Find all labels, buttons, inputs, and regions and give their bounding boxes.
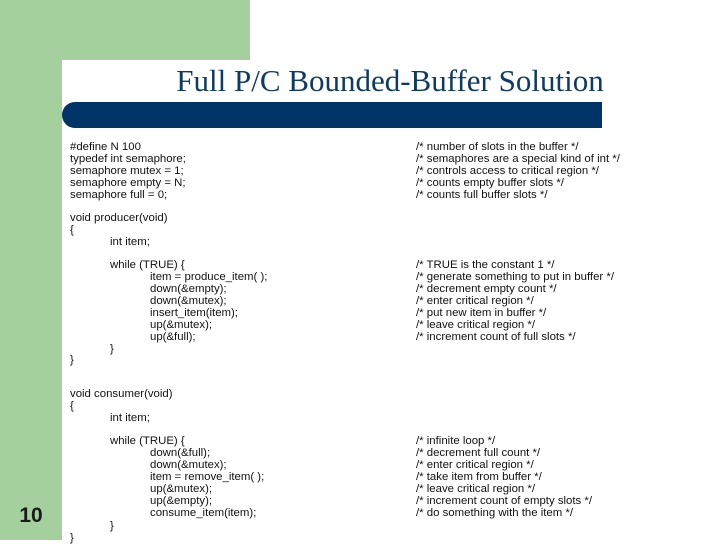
code-text: item = remove_item( ); <box>150 471 265 483</box>
code-text: semaphore empty = N; <box>70 177 186 189</box>
code-text: #define N 100 <box>70 141 141 153</box>
sidebar-decoration <box>0 0 62 540</box>
code-line <box>62 471 720 483</box>
code-text: } <box>110 343 114 355</box>
code-line <box>62 319 720 331</box>
code-text: while (TRUE) { <box>110 259 185 271</box>
code-comment: /* do something with the item */ <box>416 507 574 519</box>
code-line <box>62 400 720 412</box>
code-line <box>62 435 720 447</box>
code-comment: /* infinite loop */ <box>416 435 496 447</box>
code-line <box>62 507 720 519</box>
code-text: consume_item(item); <box>150 507 257 519</box>
code-text: { <box>70 400 74 412</box>
code-text: int item; <box>110 236 150 248</box>
code-comment: /* decrement full count */ <box>416 447 541 459</box>
code-text: item = produce_item( ); <box>150 271 268 283</box>
code-text: down(&mutex); <box>150 295 227 307</box>
code-line <box>62 447 720 459</box>
code-line <box>62 224 720 236</box>
code-text: semaphore mutex = 1; <box>70 165 184 177</box>
code-text: semaphore full = 0; <box>70 189 168 201</box>
code-text: int item; <box>110 412 150 424</box>
code-text: down(&full); <box>150 447 211 459</box>
code-comment: /* increment count of empty slots */ <box>416 495 592 507</box>
code-comment: /* counts empty buffer slots */ <box>416 177 564 189</box>
code-comment: /* generate something to put in buffer */ <box>416 271 614 283</box>
code-comment: /* controls access to critical region */ <box>416 165 599 177</box>
corner-curve-decoration <box>62 60 102 100</box>
code-comment: /* number of slots in the buffer */ <box>416 141 579 153</box>
code-line <box>62 236 720 248</box>
code-line <box>62 495 720 507</box>
title-underline-bar <box>62 102 602 128</box>
code-line <box>62 412 720 424</box>
code-text: up(&empty); <box>150 495 213 507</box>
code-comment: /* semaphores are a special kind of int */ <box>416 153 620 165</box>
code-comment: /* enter critical region */ <box>416 459 534 471</box>
code-comment: /* decrement empty count */ <box>416 283 557 295</box>
code-comment: /* leave critical region */ <box>416 319 536 331</box>
code-text: up(&mutex); <box>150 483 213 495</box>
code-line <box>62 532 720 544</box>
code-line <box>62 153 720 165</box>
code-line <box>62 483 720 495</box>
code-line <box>62 354 720 366</box>
code-text: up(&full); <box>150 331 196 343</box>
code-text: } <box>70 532 74 544</box>
slide-title: Full P/C Bounded-Buffer Solution <box>176 63 604 98</box>
code-line <box>62 295 720 307</box>
code-text: insert_item(item); <box>150 307 238 319</box>
slide-number: 10 <box>19 504 43 527</box>
code-comment: /* put new item in buffer */ <box>416 307 547 319</box>
code-comment: /* leave critical region */ <box>416 483 536 495</box>
code-text: while (TRUE) { <box>110 435 185 447</box>
header-decoration <box>0 0 250 60</box>
code-comment: /* increment count of full slots */ <box>416 331 576 343</box>
code-line <box>62 189 720 201</box>
code-text: down(&mutex); <box>150 459 227 471</box>
code-comment: /* TRUE is the constant 1 */ <box>416 259 555 271</box>
code-text: up(&mutex); <box>150 319 213 331</box>
code-text: } <box>70 354 74 366</box>
code-line <box>62 165 720 177</box>
code-line <box>62 459 720 471</box>
code-line <box>62 307 720 319</box>
code-text: down(&empty); <box>150 283 227 295</box>
code-line <box>62 283 720 295</box>
code-text: { <box>70 224 74 236</box>
code-line <box>62 331 720 343</box>
code-line <box>62 177 720 189</box>
code-line <box>62 141 720 153</box>
code-text: void consumer(void) <box>70 388 173 400</box>
code-line <box>62 271 720 283</box>
code-text: } <box>110 520 114 532</box>
code-text: typedef int semaphore; <box>70 153 186 165</box>
code-line <box>62 520 720 532</box>
code-listing <box>62 128 720 544</box>
code-text: void producer(void) <box>70 212 168 224</box>
code-line <box>62 388 720 400</box>
code-comment: /* take item from buffer */ <box>416 471 542 483</box>
code-line <box>62 212 720 224</box>
code-line <box>62 259 720 271</box>
code-comment: /* enter critical region */ <box>416 295 534 307</box>
code-comment: /* counts full buffer slots */ <box>416 189 548 201</box>
